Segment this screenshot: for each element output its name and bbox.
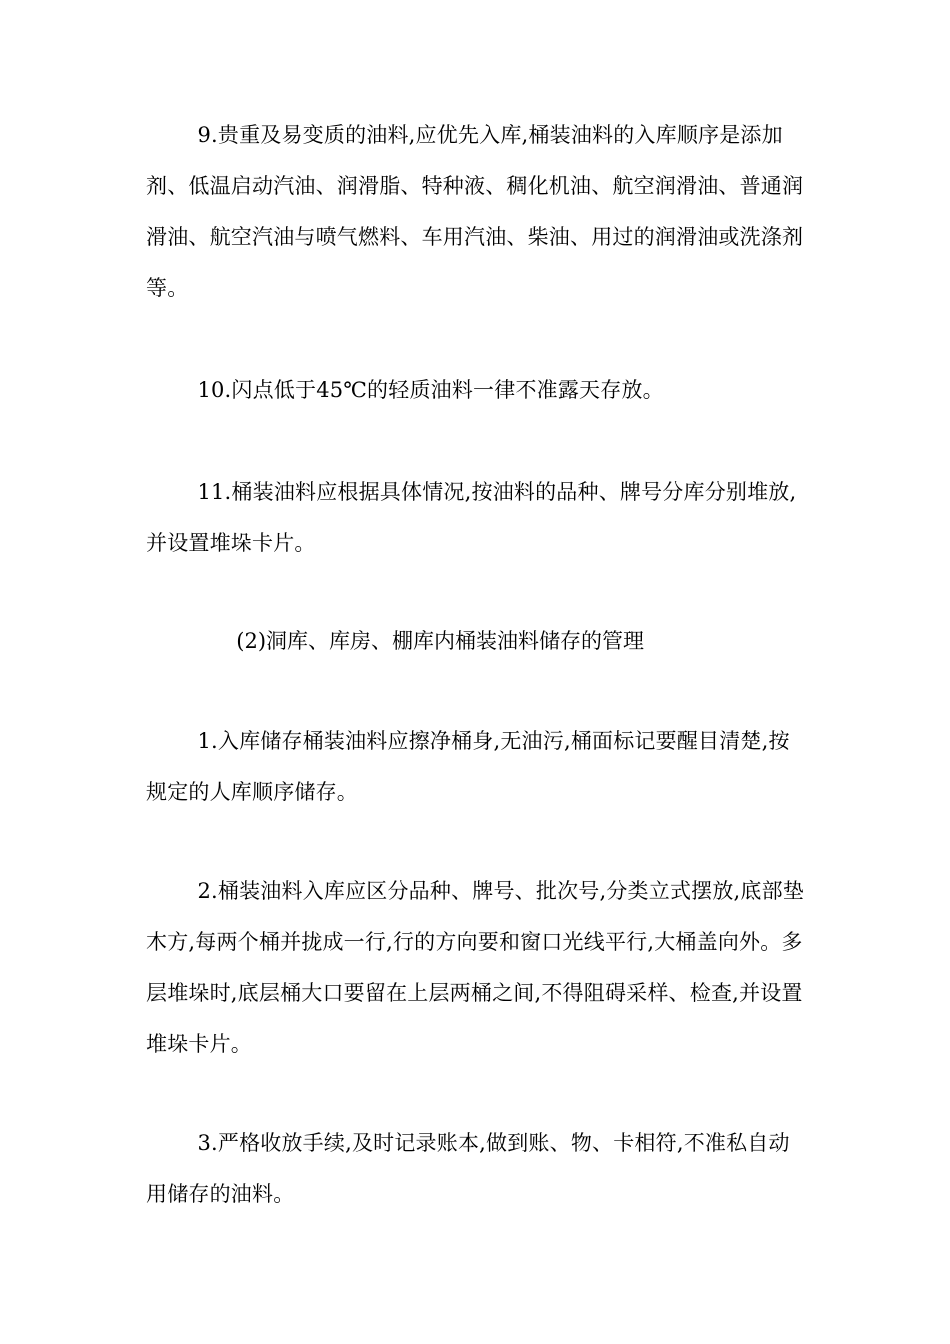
paragraph-item-9: 9.贵重及易变质的油料,应优先入库,桶装油料的入库顺序是添加剂、低温启动汽油、润滑脂、特种液、稠化机油、航空润滑油、普通润滑油、航空汽油与喷气燃料、车用汽油、柴油、用过的润滑油或洗涤剂等。 <box>146 123 804 300</box>
section-heading: (2)洞库、库房、棚库内桶装油料储存的管理 <box>236 629 645 653</box>
paragraph-item-11: 11.桶装油料应根据具体情况,按油料的品种、牌号分库分别堆放,并设置堆垛卡片。 <box>146 480 797 555</box>
paragraph-item-3: 3.严格收放手续,及时记录账本,做到账、物、卡相符,不准私自动用储存的油料。 <box>146 1131 790 1206</box>
paragraph-item-2: 2.桶装油料入库应区分品种、牌号、批次号,分类立式摆放,底部垫木方,每两个桶并拢成一行,行的方向要和窗口光线平行,大桶盖向外。多层堆垛时,底层桶大口要留在上层两桶之间,不得阻碍采样、检查,并设置堆垛卡片。 <box>146 879 805 1056</box>
paragraph-item-1: 1.入库储存桶装油料应擦净桶身,无油污,桶面标记要醒目清楚,按规定的人库顺序储存。 <box>146 729 790 804</box>
paragraph-item-10: 10.闪点低于45℃的轻质油料一律不准露天存放。 <box>197 378 664 402</box>
